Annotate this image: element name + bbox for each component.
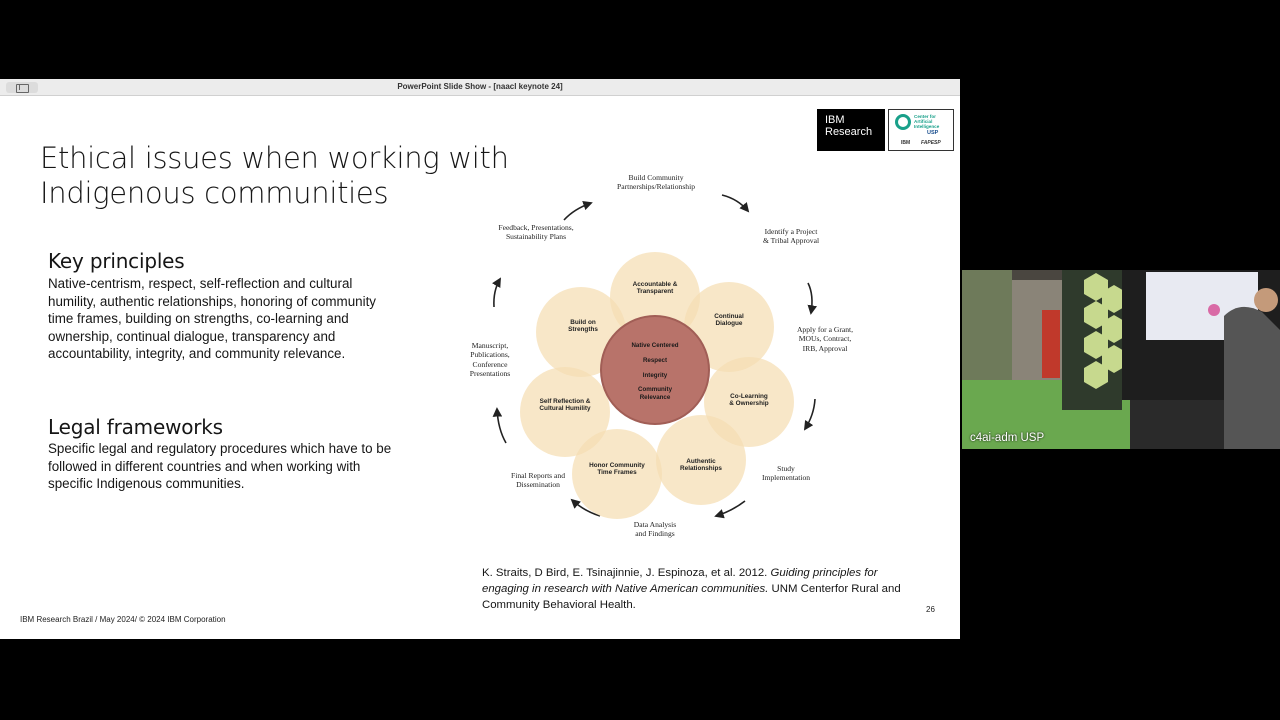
petal-label-line: Transparent	[636, 288, 674, 296]
cycle-arrow-2	[808, 283, 812, 313]
ibm-research-logo	[817, 109, 885, 151]
section-body-legal-frameworks: Specific legal and regulatory procedures which have to be followed in different countries and when working with specific Indigenous communities.	[48, 441, 392, 492]
cycle-arrow-1	[722, 195, 748, 211]
stage-label-line: Dissemination	[516, 480, 560, 490]
stage-label-line: Implementation	[761, 473, 811, 483]
ibm-logo-line-2: Research	[825, 126, 873, 138]
stage-label-line: Sustainability Plans	[505, 232, 567, 242]
petal-label-line: Self Reflection &	[539, 398, 591, 405]
petal-label-line: Strengths	[568, 326, 598, 334]
ibm-logo-line-1: IBM	[825, 114, 845, 126]
petal-label-line: & Ownership	[729, 400, 769, 408]
stage-label-line: IRB, Approval	[802, 343, 848, 353]
stage-label-line: Identify a Project	[764, 227, 818, 236]
c4ai-logo-line-2: Artificial	[914, 119, 933, 124]
stage-data-analysis	[600, 520, 710, 539]
research-cycle-diagram	[460, 167, 880, 567]
powerpoint-window	[0, 79, 960, 639]
petal-label-line: Accountable &	[632, 281, 678, 288]
webcam-video-frame	[962, 270, 1280, 449]
stage-label-line: Apply for a Grant,	[796, 325, 854, 334]
citation-title: Guiding principles for engaging in research with Native American communities.	[482, 567, 878, 595]
ibm-mini-logo: IBM	[901, 140, 911, 146]
center-label-integrity: Integrity	[642, 372, 668, 379]
window-title: PowerPoint Slide Show - [naacl keynote 24]	[397, 82, 563, 91]
slide-page-number: 26	[926, 605, 935, 614]
stage-label-line: Partnerships/Relationship	[616, 182, 696, 192]
petal-label-line: Continual	[714, 313, 744, 320]
petal-label-co-learning-ownership	[704, 393, 794, 408]
section-heading-legal-frameworks: Legal frameworks	[48, 415, 223, 439]
c4ai-logo	[888, 109, 954, 151]
stage-final-reports	[483, 471, 593, 490]
citation	[482, 565, 902, 613]
slide-title-line-1: Ethical issues when working with	[40, 141, 509, 175]
petal-label-line: Co-Learning	[730, 393, 768, 400]
slide	[0, 97, 960, 639]
stage-label-line: Study	[777, 464, 795, 473]
petal-label-line: Authentic	[686, 458, 716, 465]
center-label-relevance: Relevance	[639, 394, 671, 401]
stage-identify-project	[736, 227, 846, 246]
webcam-feed	[962, 270, 1280, 449]
stage-feedback-presentations	[480, 223, 592, 242]
petal-label-line: Cultural Humility	[539, 405, 591, 413]
stage-label-line: Final Reports and	[511, 471, 565, 480]
usp-logo: USP	[927, 130, 939, 136]
stage-manuscript-publications	[435, 341, 545, 379]
petal-label-build-on-strengths	[538, 319, 628, 334]
petal-label-line: Build on	[570, 319, 596, 326]
center-label-native-centered: Native Centered	[631, 342, 679, 349]
cycle-arrow-8	[564, 203, 591, 220]
c4ai-logo-line-3: Intelligence	[914, 124, 940, 129]
cycle-arrow-6	[497, 409, 506, 443]
cycle-arrow-3	[805, 399, 815, 429]
petal-label-line: Honor Community	[589, 462, 645, 469]
citation-publisher: UNM Centerfor Rural and Community Behavioral Health.	[482, 583, 901, 611]
stage-label-line: Manuscript,	[471, 341, 509, 350]
petal-label-line: Dialogue	[715, 320, 743, 328]
stage-label-line: Presentations	[469, 369, 511, 379]
petal-label-self-reflection-cultural-humility	[520, 398, 610, 413]
c4ai-circle-icon	[895, 114, 911, 130]
petal-label-accountable-transparent	[610, 281, 700, 296]
webcam-participant-name: c4ai-adm USP	[970, 432, 1045, 444]
petal-label-line: Relationships	[680, 465, 722, 473]
cycle-arrow-4	[716, 501, 745, 516]
stage-study-implementation	[731, 464, 841, 483]
stage-label-line: Build Community	[628, 173, 684, 182]
stage-label-line: Feedback, Presentations,	[498, 223, 574, 232]
center-label-community: Community	[637, 386, 673, 393]
section-body-key-principles: Native-centrism, respect, self-reflection and cultural humility, authentic relationships, honoring of community time frames, building on strengths, co-learning and ownership, continual dialogue, transparency and accountability, integrity, and community relevance.	[48, 276, 376, 362]
stage-label-line: Publications,	[470, 350, 510, 360]
slide-footer: IBM Research Brazil / May 2024/ © 2024 IBM Corporation	[20, 615, 226, 624]
c4ai-logo-text	[914, 114, 954, 129]
petal-label-line: Time Frames	[597, 469, 637, 477]
citation-authors: K. Straits, D Bird, E. Tsinajinnie, J. Espinoza, et al. 2012.	[482, 567, 768, 579]
slide-title-line-2: Indigenous communities	[40, 176, 389, 210]
fapesp-logo: FAPESP	[921, 140, 941, 146]
stage-label-line: and Findings	[635, 529, 675, 539]
stage-label-line: Conference	[472, 359, 508, 369]
c4ai-logo-line-1: Center for	[914, 114, 936, 119]
section-heading-key-principles: Key principles	[48, 249, 185, 273]
stage-label-line: Data Analysis	[633, 520, 677, 529]
petal-label-continual-dialogue	[684, 313, 774, 328]
stage-apply-for-grant	[770, 325, 880, 353]
stage-build-community-partnerships	[601, 173, 711, 192]
center-label-respect: Respect	[642, 357, 668, 364]
stage-label-line: MOUs, Contract,	[798, 334, 852, 344]
window-titlebar	[0, 79, 960, 96]
cycle-arrow-7	[494, 279, 500, 307]
stage-label-line: & Tribal Approval	[762, 236, 820, 246]
